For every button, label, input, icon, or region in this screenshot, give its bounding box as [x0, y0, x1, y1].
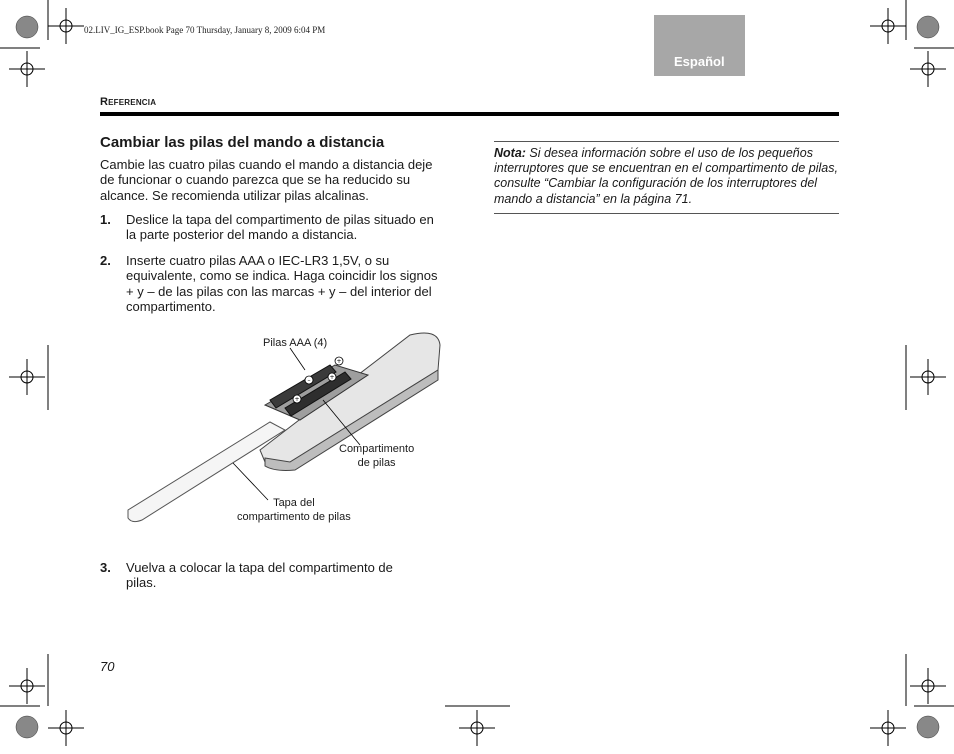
step-1 — [100, 212, 450, 244]
intro-paragraph: Cambie las cuatro pilas cuando el mando a distancia deje de funcionar o cuando parezca que se ha reducido su alcance. Se recomienda utilizar pilas alcalinas. — [100, 157, 433, 203]
label-cover — [237, 496, 351, 524]
note-label: Nota: — [494, 146, 526, 160]
label-compartment-line1: Compartimento — [339, 443, 415, 455]
label-cover-line1: Tapa del — [273, 497, 315, 509]
step-text: Vuelva a colocar la tapa del compartimento de pilas. — [126, 560, 393, 591]
label-compartment-line2: de pilas — [357, 457, 396, 469]
label-compartment — [339, 442, 414, 470]
svg-text:+: + — [336, 358, 342, 365]
svg-text:–: – — [307, 377, 311, 384]
note-box — [494, 141, 839, 214]
label-batteries: Pilas AAA (4) — [263, 337, 328, 349]
section-rule — [100, 112, 839, 116]
svg-text:+: + — [329, 374, 335, 381]
step-number: 3. — [100, 560, 111, 575]
page-number: 70 — [100, 659, 115, 674]
language-tab — [654, 15, 745, 76]
language-tab-label: Español — [674, 54, 725, 69]
print-header: 02.LIV_IG_ESP.book Page 70 Thursday, January 8, 2009 6:04 PM — [84, 25, 326, 35]
step-number: 1. — [100, 212, 111, 227]
step-2 — [100, 253, 450, 317]
svg-text:+: + — [294, 396, 300, 403]
note-text: Si desea información sobre el uso de los pequeños interruptores que se encuentran en el compartimento de pilas, consulte “Cambiar la configuración de los interruptores del mando a distancia” en la página 71. — [494, 146, 838, 206]
step-text: Inserte cuatro pilas AAA o IEC-LR3 1,5V, o su equivalente, como se indica. Haga coincidir los signos + y – de las pilas con las marcas + y – del interior del compartimento. — [126, 253, 438, 315]
step-number: 2. — [100, 253, 111, 268]
step-text: Deslice la tapa del compartimento de pilas situado en la parte posterior del mando a distancia. — [126, 212, 434, 243]
section-label: Referencia — [100, 96, 157, 108]
step-3 — [100, 560, 450, 592]
label-cover-line2: compartimento de pilas — [237, 511, 351, 523]
page-heading: Cambiar las pilas del mando a distancia — [100, 134, 385, 151]
